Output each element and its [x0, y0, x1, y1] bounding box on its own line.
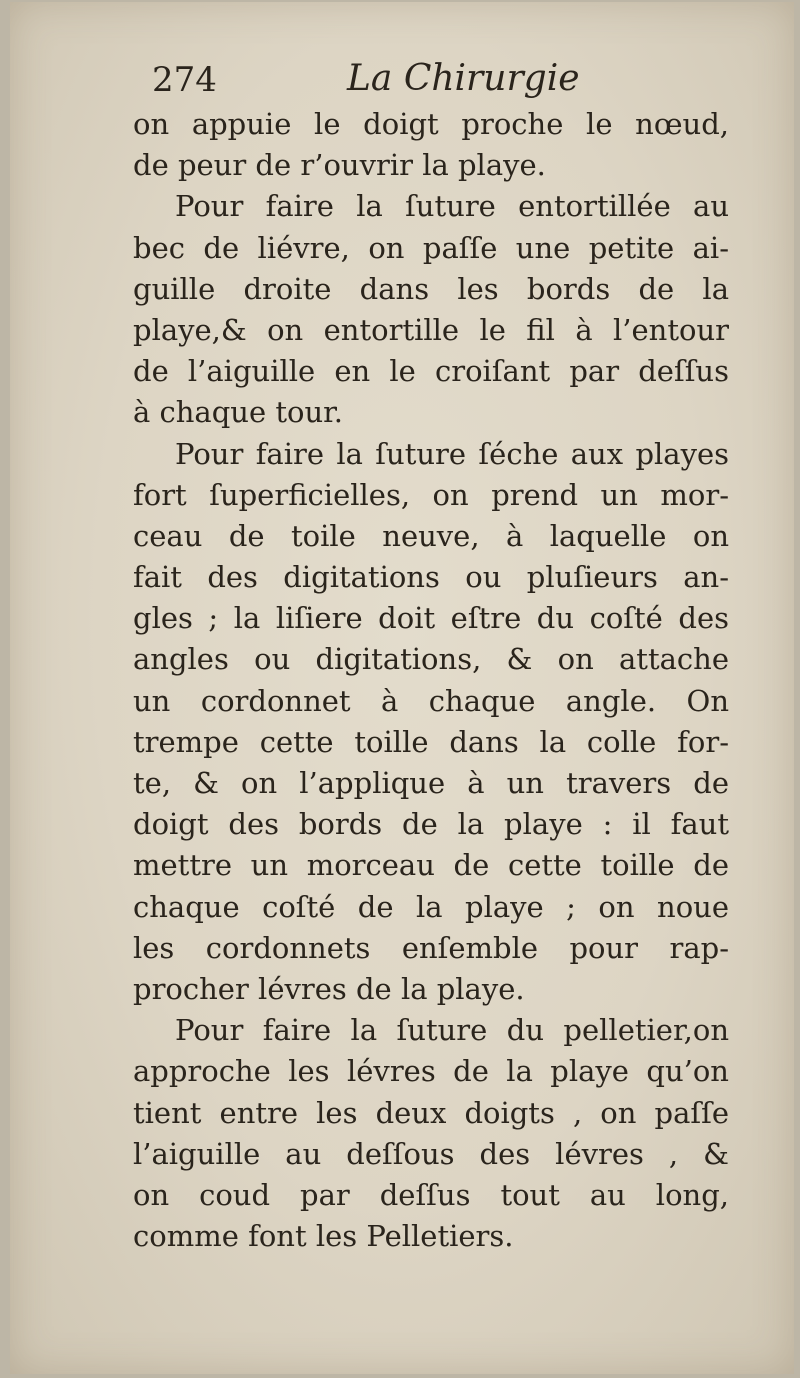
text-line: comme font les Pelletiers. [133, 1219, 514, 1254]
text-line: tient entre les deux doigts , on paſſe [133, 1095, 729, 1130]
text-line: on appuie le doigt proche le nœud, [133, 107, 729, 141]
text-line: ceau de toile neuve, à laquelle on [133, 518, 729, 553]
text-line: fait des digitations ou pluſieurs an- [133, 560, 729, 595]
text-line: trempe cette toille dans la colle for- [133, 724, 729, 759]
text-line: l’aiguille au deſſous des lévres , & [133, 1136, 729, 1171]
text-line: mettre un morceau de cette toille de [133, 848, 729, 883]
text-line: approche les lévres de la playe qu’on [133, 1054, 729, 1089]
text-line: de l’aiguille en le croiſant par deſſus [133, 354, 729, 389]
page-number: 274 [152, 60, 217, 100]
text-line: bec de liévre, on paſſe une petite ai- [133, 230, 729, 265]
text-line: Pour faire la ſuture entortillée au [175, 189, 729, 224]
text-line: un cordonnet à chaque angle. On [133, 683, 729, 718]
text-line: te, & on l’applique à un travers de [133, 766, 729, 800]
text-line: gles ; la liſiere doit eſtre du coſté des [133, 601, 729, 636]
body-text [133, 104, 729, 1257]
running-head: La Chirurgie [347, 58, 580, 99]
text-line: fort ſuperficielles, on prend un mor- [133, 477, 729, 512]
text-line: doigt des bords de la playe : il faut [133, 807, 729, 842]
text-line: Pour faire la ſuture ſéche aux playes [175, 436, 729, 471]
text-line: les cordonnets enſemble pour rap- [133, 930, 729, 965]
text-line: angles ou digitations, & on attache [133, 642, 729, 677]
text-line: de peur de r’ouvrir la playe. [133, 148, 546, 183]
text-line: on coud par deſſus tout au long, [133, 1177, 729, 1212]
text-line: chaque coſté de la playe ; on noue [133, 889, 729, 924]
page-header [142, 52, 742, 112]
text-line: procher lévres de la playe. [133, 971, 525, 1006]
text-line: Pour faire la ſuture du pelletier,on [175, 1013, 729, 1048]
text-line: playe,& on entortille le fil à l’entour [133, 312, 729, 347]
text-line: guille droite dans les bords de la [133, 271, 729, 306]
text-line: à chaque tour. [133, 395, 344, 430]
